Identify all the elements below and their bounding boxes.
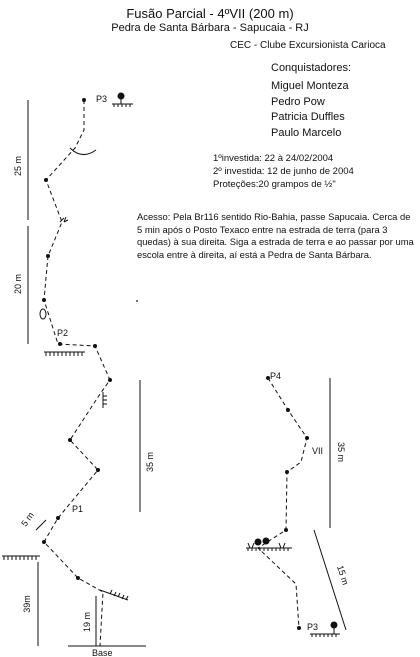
bolt [285,470,289,474]
plant-icon-ledge [248,538,285,548]
bolt [58,342,62,346]
bolt [305,436,309,440]
conquistadores-heading: Conquistadores: [271,62,352,74]
bolt [56,516,60,520]
label-p4: P4 [270,371,282,381]
bolt [42,298,46,302]
conquistador-name: Miguel Monteza [271,80,349,92]
label-p3-left: P3 [96,94,108,104]
bolt [68,438,72,442]
bolt [284,528,288,532]
bolt [108,378,112,382]
club-name: CEC - Clube Excursionista Carioca [230,40,386,51]
measure-20: 20 m [13,273,23,295]
label-p1: P1 [72,504,84,514]
bolt [46,254,50,258]
access-description: Acesso: Pela Br116 sentido Rio-Bahia, passe Sapucaia. Cerca de 5 min após o Posto Texaco entre na estrada de terra (para 3 quedas) à sua direita. Siga a estrada de terra e ao passar por uma escola entre à direita, aí está a Pedra de Santa Bárbara. [137,211,414,260]
label-crux: VII [312,446,324,456]
measure-35-right: 35 m [336,441,346,463]
hash-ticks [4,104,336,637]
bolt-group [42,98,309,633]
measure-line-5 [36,520,46,530]
label-p3-right: P3 [307,622,319,632]
plant-icon-p3-left [118,93,124,104]
label-p2: P2 [57,328,69,338]
conquistador-name: Pedro Pow [271,96,325,108]
first-attempt: 1ºinvestida: 22 à 24/02/2004 [213,153,334,164]
stray-dot [136,300,138,302]
protections: Proteções:20 grampos de ½" [213,179,336,190]
measure-25: 25 m [13,155,23,177]
second-attempt: 2º investida: 12 de junho de 2004 [213,166,354,177]
label-base: Base [92,648,113,657]
bolt [42,540,46,544]
measure-19: 19 m [82,611,92,633]
bolt [286,408,290,412]
conquistador-name: Paulo Marcelo [271,127,342,139]
measure-39: 39m [22,595,32,613]
measure-35-left: 35 m [145,451,155,473]
plant-icon-p3-right [331,622,337,634]
right-route-line [258,378,307,628]
measure-15: 15 m [335,564,351,587]
page-title: Fusão Parcial - 4ºVII (200 m) [126,6,294,21]
bolt [76,576,80,580]
bolt [96,468,100,472]
measure-5: 5 m [19,510,36,529]
conquistador-name: Patricia Duffles [271,111,345,123]
bolt [297,626,301,630]
block-feature [40,309,46,319]
bolt [93,344,97,348]
bolt [44,178,48,182]
bolt [82,98,86,102]
left-route-line [44,100,110,646]
page-subtitle: Pedra de Santa Bárbara - Sapucaia - RJ [111,22,309,34]
